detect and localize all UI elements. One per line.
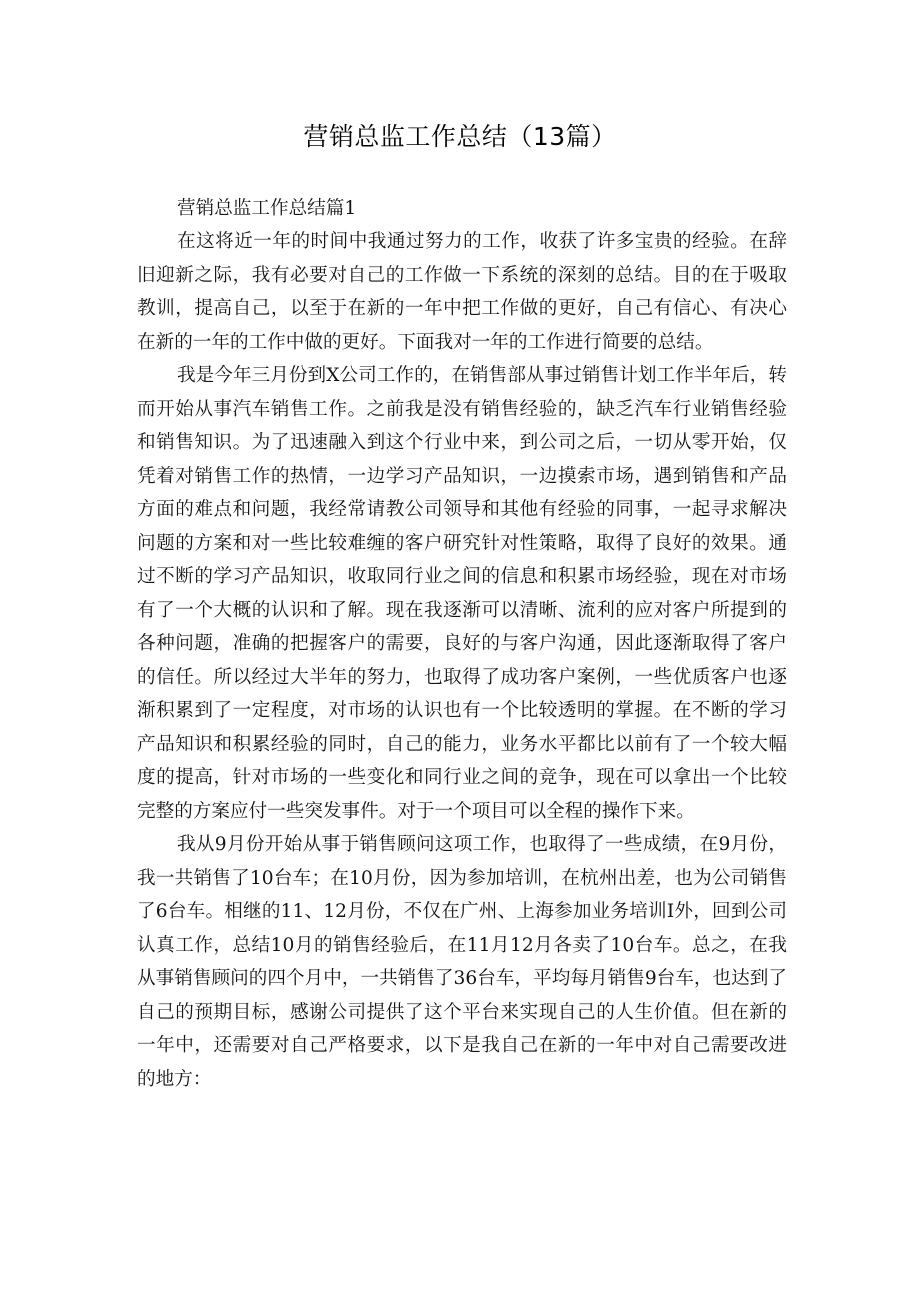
document-title: 营销总监工作总结（13篇）: [303, 122, 617, 151]
paragraph-experience: 我是今年三月份到X公司工作的，在销售部从事过销售计划工作半年后，转而开始从事汽车销售工作。之前我是没有销售经验的，缺乏汽车行业销售经验和销售知识。为了迅速融入到这个行业中来，到公司之后，一切从零开始，仅凭着对销售工作的热情，一边学习产品知识，一边摸索市场，遇到销售和产品方面的难点和问题，我经常请教公司领导和其他有经验的同事，一起寻求解决问题的方案和对一些比较难缠的客户研究针对性策略，取得了良好的效果。通过不断的学习产品知识，收取同行业之间的信息和积累市场经验，现在对市场有了一个大概的认识和了解。现在我逐渐可以清晰、流利的应对客户所提到的各种问题，准确的把握客户的需要，良好的与客户沟通，因此逐渐取得了客户的信任。所以经过大半年的努力，也取得了成功客户案例，一些优质客户也逐渐积累到了一定程度，对市场的认识也有一个比较透明的掌握。在不断的学习产品知识和积累经验的同时，自己的能力，业务水平都比以前有了一个较大幅度的提高，针对市场的一些变化和同行业之间的竞争，现在可以拿出一个比较完整的方案应付一些突发事件。对于一个项目可以全程的操作下来。: [137, 365, 787, 822]
paragraph-sales-results: 我从9月份开始从事于销售顾问这项工作，也取得了一些成绩，在9月份，我一共销售了10台车；在10月份，因为参加培训，在杭州出差，也为公司销售了6台车。相继的11、12月份，不仅在广州、上海参加业务培训I外，回到公司认真工作，总结10月的销售经验后，在11月12月各卖了10台车。总之，在我从事销售顾问的四个月中，一共销售了36台车，平均每月销售9台车，也达到了自己的预期目标，感谢公司提供了这个平台来实现自己的人生价值。但在新的一年中，还需要对自己严格要求，以下是我自己在新的一年中对自己需要改进的地方：: [137, 834, 787, 1090]
paragraph-intro: 在这将近一年的时间中我通过努力的工作，收获了许多宝贵的经验。在辞旧迎新之际，我有必要对自己的工作做一下系统的深刻的总结。目的在于吸取教训，提高自己，以至于在新的一年中把工作做的更好，自己有信心、有决心在新的一年的工作中做的更好。下面我对一年的工作进行简要的总结。: [137, 231, 787, 353]
document-body: [137, 192, 787, 1096]
section-heading: 营销总监工作总结篇1: [177, 198, 357, 219]
